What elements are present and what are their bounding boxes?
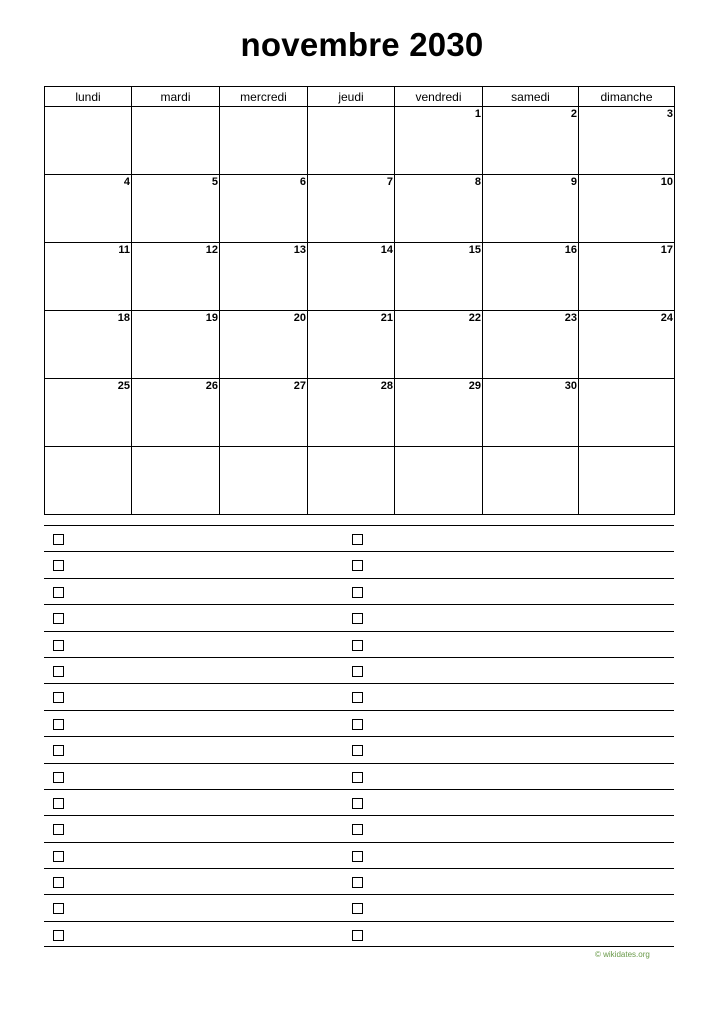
day-cell[interactable] bbox=[395, 311, 483, 379]
checkbox-right[interactable] bbox=[352, 534, 363, 545]
day-number: 17 bbox=[660, 244, 673, 256]
todo-row bbox=[44, 683, 674, 709]
day-cell[interactable] bbox=[45, 379, 132, 447]
checkbox-left[interactable] bbox=[53, 851, 64, 862]
day-number: 23 bbox=[564, 312, 577, 324]
todo-list bbox=[44, 525, 674, 947]
day-cell[interactable] bbox=[483, 379, 579, 447]
day-cell[interactable] bbox=[132, 311, 220, 379]
weekday-header: samedi bbox=[483, 87, 579, 107]
calendar-grid bbox=[44, 86, 675, 515]
todo-row bbox=[44, 815, 674, 841]
day-number bbox=[220, 107, 307, 108]
checkbox-left[interactable] bbox=[53, 613, 64, 624]
day-cell[interactable] bbox=[483, 175, 579, 243]
todo-row bbox=[44, 789, 674, 815]
todo-row bbox=[44, 578, 674, 604]
day-number bbox=[220, 447, 307, 448]
day-cell[interactable] bbox=[220, 243, 308, 311]
checkbox-right[interactable] bbox=[352, 824, 363, 835]
day-cell[interactable] bbox=[395, 107, 483, 175]
day-cell[interactable] bbox=[220, 311, 308, 379]
day-number: 5 bbox=[211, 176, 218, 188]
day-number bbox=[483, 447, 578, 448]
day-number: 15 bbox=[468, 244, 481, 256]
day-cell[interactable] bbox=[579, 379, 675, 447]
weekday-header: dimanche bbox=[579, 87, 675, 107]
day-number bbox=[579, 379, 674, 380]
week-row bbox=[45, 107, 675, 175]
week-row bbox=[45, 447, 675, 515]
day-cell[interactable] bbox=[45, 447, 132, 515]
day-cell[interactable] bbox=[579, 447, 675, 515]
day-number: 4 bbox=[123, 176, 130, 188]
day-number bbox=[395, 447, 482, 448]
todo-row bbox=[44, 763, 674, 789]
checkbox-right[interactable] bbox=[352, 560, 363, 571]
day-number: 16 bbox=[564, 244, 577, 256]
day-number bbox=[308, 447, 394, 448]
day-number: 20 bbox=[293, 312, 306, 324]
checkbox-right[interactable] bbox=[352, 666, 363, 677]
todo-row bbox=[44, 894, 674, 920]
day-number: 25 bbox=[117, 380, 130, 392]
week-row bbox=[45, 243, 675, 311]
day-cell[interactable] bbox=[45, 175, 132, 243]
day-cell[interactable] bbox=[579, 311, 675, 379]
day-cell[interactable] bbox=[45, 311, 132, 379]
todo-row bbox=[44, 868, 674, 894]
checkbox-right[interactable] bbox=[352, 719, 363, 730]
week-row bbox=[45, 379, 675, 447]
day-number: 13 bbox=[293, 244, 306, 256]
day-number: 29 bbox=[468, 380, 481, 392]
day-number: 28 bbox=[380, 380, 393, 392]
day-cell[interactable] bbox=[220, 379, 308, 447]
weekday-header-row bbox=[45, 87, 675, 107]
checkbox-left[interactable] bbox=[53, 719, 64, 730]
day-cell[interactable] bbox=[220, 447, 308, 515]
weekday-header: vendredi bbox=[395, 87, 483, 107]
checkbox-left[interactable] bbox=[53, 877, 64, 888]
checkbox-left[interactable] bbox=[53, 930, 64, 941]
day-number: 3 bbox=[666, 108, 673, 120]
day-number: 7 bbox=[386, 176, 393, 188]
day-cell[interactable] bbox=[395, 379, 483, 447]
day-cell[interactable] bbox=[579, 107, 675, 175]
checkbox-left[interactable] bbox=[53, 745, 64, 756]
week-row bbox=[45, 175, 675, 243]
checkbox-left[interactable] bbox=[53, 534, 64, 545]
checkbox-right[interactable] bbox=[352, 772, 363, 783]
day-cell[interactable] bbox=[483, 447, 579, 515]
day-cell[interactable] bbox=[220, 107, 308, 175]
todo-row bbox=[44, 921, 674, 947]
day-cell[interactable] bbox=[395, 447, 483, 515]
todo-row bbox=[44, 631, 674, 657]
day-cell[interactable] bbox=[579, 243, 675, 311]
day-number bbox=[132, 107, 219, 108]
day-number: 21 bbox=[380, 312, 393, 324]
weekday-header: jeudi bbox=[308, 87, 395, 107]
checkbox-left[interactable] bbox=[53, 903, 64, 914]
checkbox-right[interactable] bbox=[352, 877, 363, 888]
checkbox-right[interactable] bbox=[352, 903, 363, 914]
day-number: 18 bbox=[117, 312, 130, 324]
todo-row bbox=[44, 710, 674, 736]
day-number: 12 bbox=[205, 244, 218, 256]
day-cell[interactable] bbox=[308, 379, 395, 447]
checkbox-left[interactable] bbox=[53, 824, 64, 835]
day-number: 8 bbox=[474, 176, 481, 188]
page-title: novembre 2030 bbox=[240, 26, 484, 63]
todo-row bbox=[44, 551, 674, 577]
day-cell[interactable] bbox=[483, 243, 579, 311]
day-cell[interactable] bbox=[132, 175, 220, 243]
day-cell[interactable] bbox=[308, 447, 395, 515]
weekday-header: mardi bbox=[132, 87, 220, 107]
todo-row bbox=[44, 657, 674, 683]
day-cell[interactable] bbox=[132, 379, 220, 447]
day-cell[interactable] bbox=[45, 243, 132, 311]
checkbox-right[interactable] bbox=[352, 798, 363, 809]
checkbox-right[interactable] bbox=[352, 930, 363, 941]
day-number bbox=[308, 107, 394, 108]
day-cell[interactable] bbox=[308, 107, 395, 175]
day-number: 19 bbox=[205, 312, 218, 324]
day-number bbox=[579, 447, 674, 448]
checkbox-right[interactable] bbox=[352, 692, 363, 703]
day-number: 14 bbox=[380, 244, 393, 256]
day-cell[interactable] bbox=[579, 175, 675, 243]
day-number: 6 bbox=[299, 176, 306, 188]
day-number bbox=[132, 447, 219, 448]
day-cell[interactable] bbox=[220, 175, 308, 243]
checkbox-right[interactable] bbox=[352, 745, 363, 756]
day-number bbox=[45, 107, 131, 108]
day-number: 9 bbox=[570, 176, 577, 188]
checkbox-right[interactable] bbox=[352, 851, 363, 862]
checkbox-left[interactable] bbox=[53, 772, 64, 783]
day-cell[interactable] bbox=[483, 107, 579, 175]
weekday-header: lundi bbox=[45, 87, 132, 107]
checkbox-right[interactable] bbox=[352, 613, 363, 624]
week-row bbox=[45, 311, 675, 379]
day-cell[interactable] bbox=[483, 311, 579, 379]
todo-row bbox=[44, 736, 674, 762]
day-cell[interactable] bbox=[308, 175, 395, 243]
todo-row bbox=[44, 604, 674, 630]
todo-row bbox=[44, 842, 674, 868]
checkbox-left[interactable] bbox=[53, 560, 64, 571]
day-number: 30 bbox=[564, 380, 577, 392]
day-cell[interactable] bbox=[45, 107, 132, 175]
day-number: 2 bbox=[570, 108, 577, 120]
weekday-header: mercredi bbox=[220, 87, 308, 107]
day-cell[interactable] bbox=[308, 311, 395, 379]
day-number: 10 bbox=[660, 176, 673, 188]
checkbox-right[interactable] bbox=[352, 587, 363, 598]
day-cell[interactable] bbox=[395, 243, 483, 311]
checkbox-left[interactable] bbox=[53, 692, 64, 703]
checkbox-left[interactable] bbox=[53, 640, 64, 651]
checkbox-left[interactable] bbox=[53, 666, 64, 677]
day-number: 24 bbox=[660, 312, 673, 324]
day-cell[interactable] bbox=[132, 447, 220, 515]
day-number: 27 bbox=[293, 380, 306, 392]
day-number: 22 bbox=[468, 312, 481, 324]
day-cell[interactable] bbox=[308, 243, 395, 311]
day-number: 1 bbox=[474, 108, 481, 120]
checkbox-left[interactable] bbox=[53, 798, 64, 809]
day-number bbox=[45, 447, 131, 448]
footer-credit: © wikidates.org bbox=[595, 950, 650, 959]
checkbox-right[interactable] bbox=[352, 640, 363, 651]
todo-row bbox=[44, 525, 674, 551]
day-cell[interactable] bbox=[132, 107, 220, 175]
day-number: 26 bbox=[205, 380, 218, 392]
day-number: 11 bbox=[118, 244, 130, 256]
checkbox-left[interactable] bbox=[53, 587, 64, 598]
day-cell[interactable] bbox=[132, 243, 220, 311]
day-cell[interactable] bbox=[395, 175, 483, 243]
